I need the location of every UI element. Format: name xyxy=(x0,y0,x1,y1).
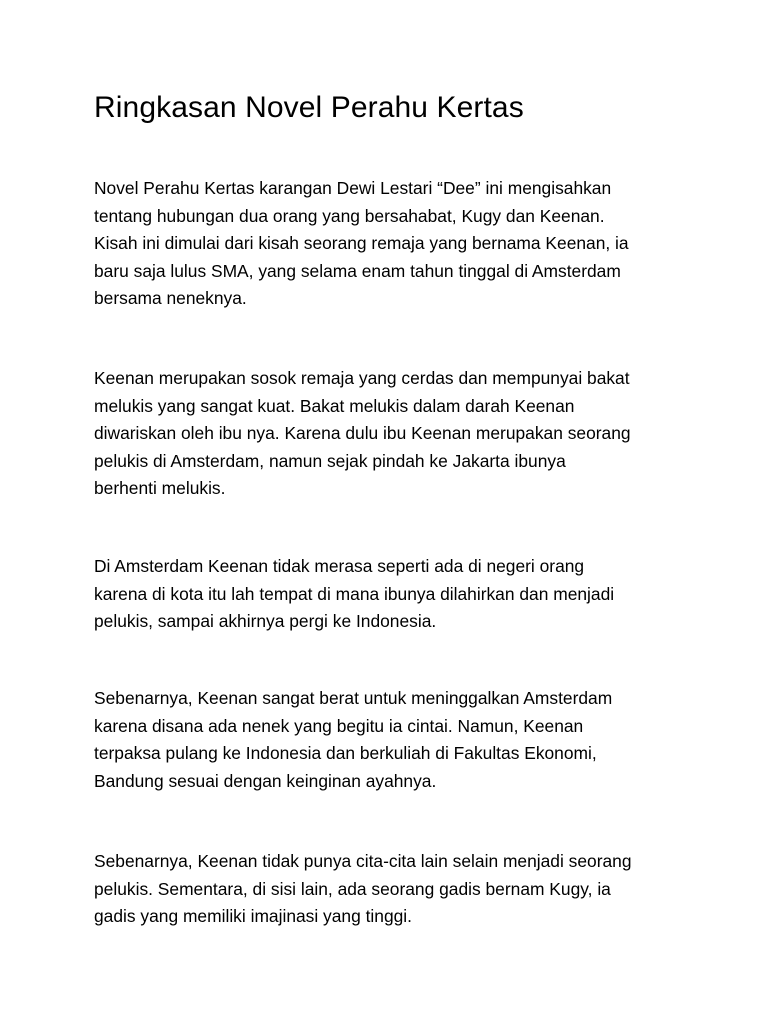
text-line: tentang hubungan dua orang yang bersahabat, Kugy dan Keenan. xyxy=(94,205,605,226)
text-line: Sebenarnya, Keenan tidak punya cita-cita lain selain menjadi seorang xyxy=(94,851,632,871)
text-line: Novel Perahu Kertas karangan Dewi Lestari “Dee” ini mengisahkan xyxy=(94,178,612,198)
paragraph-3 xyxy=(94,553,684,636)
text-line: baru saja lulus SMA, yang selama enam tahun tinggal di Amsterdam xyxy=(94,260,621,281)
text-line: Bandung sesuai dengan keinginan ayahnya. xyxy=(94,770,437,791)
text-line: Sebenarnya, Keenan sangat berat untuk meninggalkan Amsterdam xyxy=(94,688,613,708)
paragraph-5 xyxy=(94,848,684,931)
text-line: bersama neneknya. xyxy=(94,288,247,308)
paragraph-4 xyxy=(94,685,684,795)
paragraph-2 xyxy=(94,365,684,503)
text-line: diwariskan oleh ibu nya. Karena dulu ibu Keenan merupakan seorang xyxy=(94,423,631,443)
text-line: pelukis, sampai akhirnya pergi ke Indonesia. xyxy=(94,611,437,631)
text-line: Di Amsterdam Keenan tidak merasa seperti ada di negeri orang xyxy=(94,556,585,576)
paragraph-1 xyxy=(94,175,684,313)
text-line: Kisah ini dimulai dari kisah seorang remaja yang bernama Keenan, ia xyxy=(94,233,629,253)
text-line: karena disana ada nenek yang begitu ia cintai. Namun, Keenan xyxy=(94,715,584,736)
text-line: karena di kota itu lah tempat di mana ibunya dilahirkan dan menjadi xyxy=(94,583,615,604)
text-line: gadis yang memiliki imajinasi yang tinggi. xyxy=(94,906,413,926)
page-title: Ringkasan Novel Perahu Kertas xyxy=(94,91,524,124)
text-line: terpaksa pulang ke Indonesia dan berkuliah di Fakultas Ekonomi, xyxy=(94,743,597,763)
text-line: berhenti melukis. xyxy=(94,478,226,498)
text-line: pelukis. Sementara, di sisi lain, ada seorang gadis bernam Kugy, ia xyxy=(94,878,611,899)
text-line: Keenan merupakan sosok remaja yang cerdas dan mempunyai bakat xyxy=(94,368,630,388)
text-line: melukis yang sangat kuat. Bakat melukis dalam darah Keenan xyxy=(94,395,575,416)
text-line: pelukis di Amsterdam, namun sejak pindah ke Jakarta ibunya xyxy=(94,450,566,471)
